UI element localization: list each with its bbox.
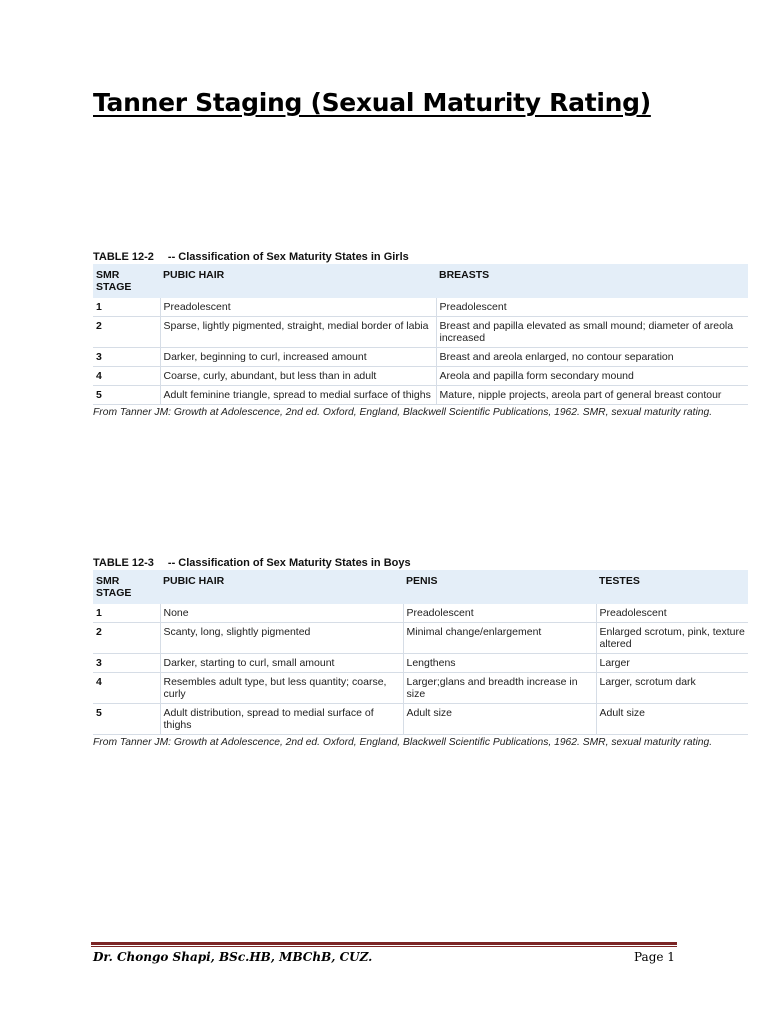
page-title: Tanner Staging (Sexual Maturity Rating) bbox=[93, 88, 651, 117]
source-citation: From Tanner JM: Growth at Adolescence, 2nd ed. Oxford, England, Blackwell Scientific Publications, 1962. SMR, sexual maturity rating. bbox=[93, 737, 713, 748]
penis-cell: Adult size bbox=[403, 704, 596, 735]
table-row bbox=[93, 367, 748, 386]
penis-cell: Lengthens bbox=[403, 654, 596, 673]
stage-cell: 3 bbox=[93, 348, 160, 367]
footer-divider-thin bbox=[91, 946, 677, 947]
pubic-hair-cell: Resembles adult type, but less quantity; coarse, curly bbox=[160, 673, 403, 704]
stage-cell: 2 bbox=[93, 317, 160, 348]
stage-cell: 5 bbox=[93, 704, 160, 735]
stage-cell: 1 bbox=[93, 298, 160, 317]
table-row bbox=[93, 298, 748, 317]
table-row bbox=[93, 673, 748, 704]
table-caption bbox=[93, 250, 748, 264]
testes-cell: Enlarged scrotum, pink, texture altered bbox=[596, 623, 748, 654]
breasts-cell: Mature, nipple projects, areola part of general breast contour bbox=[436, 386, 748, 405]
column-header-pubic-hair: PUBIC HAIR bbox=[160, 570, 403, 604]
table-row bbox=[93, 654, 748, 673]
table-label: TABLE 12-2 bbox=[93, 251, 154, 263]
table-row bbox=[93, 348, 748, 367]
stage-cell: 5 bbox=[93, 386, 160, 405]
column-header-penis: PENIS bbox=[403, 570, 596, 604]
table-label: TABLE 12-3 bbox=[93, 557, 154, 569]
testes-cell: Larger, scrotum dark bbox=[596, 673, 748, 704]
pubic-hair-cell: Coarse, curly, abundant, but less than in adult bbox=[160, 367, 436, 386]
pubic-hair-cell: Scanty, long, slightly pigmented bbox=[160, 623, 403, 654]
table-row bbox=[93, 317, 748, 348]
table-caption-text: -- Classification of Sex Maturity States in Boys bbox=[167, 557, 411, 569]
pubic-hair-cell: None bbox=[160, 604, 403, 623]
pubic-hair-cell: Adult feminine triangle, spread to medial surface of thighs bbox=[160, 386, 436, 405]
breasts-cell: Breast and papilla elevated as small mound; diameter of areola increased bbox=[436, 317, 748, 348]
penis-cell: Larger;glans and breadth increase in size bbox=[403, 673, 596, 704]
column-header-smr-stage: SMR STAGE bbox=[93, 570, 160, 604]
table-row bbox=[93, 604, 748, 623]
column-header-breasts: BREASTS bbox=[436, 264, 748, 298]
page-number: Page 1 bbox=[634, 950, 675, 964]
column-header-smr-stage: SMR STAGE bbox=[93, 264, 160, 298]
table-header-row bbox=[93, 264, 748, 298]
boys-table-block bbox=[93, 556, 748, 749]
penis-cell: Minimal change/enlargement bbox=[403, 623, 596, 654]
footer-divider bbox=[91, 942, 677, 945]
testes-cell: Larger bbox=[596, 654, 748, 673]
footer-author: Dr. Chongo Shapi, BSc.HB, MBChB, CUZ. bbox=[93, 950, 373, 964]
girls-sex-maturity-table bbox=[93, 264, 748, 405]
pubic-hair-cell: Preadolescent bbox=[160, 298, 436, 317]
column-header-testes: TESTES bbox=[596, 570, 748, 604]
breasts-cell: Preadolescent bbox=[436, 298, 748, 317]
penis-cell: Preadolescent bbox=[403, 604, 596, 623]
testes-cell: Adult size bbox=[596, 704, 748, 735]
column-header-pubic-hair: PUBIC HAIR bbox=[160, 264, 436, 298]
pubic-hair-cell: Darker, beginning to curl, increased amount bbox=[160, 348, 436, 367]
stage-cell: 4 bbox=[93, 367, 160, 386]
stage-cell: 4 bbox=[93, 673, 160, 704]
pubic-hair-cell: Sparse, lightly pigmented, straight, medial border of labia bbox=[160, 317, 436, 348]
breasts-cell: Areola and papilla form secondary mound bbox=[436, 367, 748, 386]
pubic-hair-cell: Adult distribution, spread to medial surface of thighs bbox=[160, 704, 403, 735]
table-row bbox=[93, 386, 748, 405]
table-row bbox=[93, 704, 748, 735]
table-row bbox=[93, 623, 748, 654]
pubic-hair-cell: Darker, starting to curl, small amount bbox=[160, 654, 403, 673]
stage-cell: 1 bbox=[93, 604, 160, 623]
boys-sex-maturity-table bbox=[93, 570, 748, 735]
stage-cell: 3 bbox=[93, 654, 160, 673]
source-citation: From Tanner JM: Growth at Adolescence, 2nd ed. Oxford, England, Blackwell Scientific Publications, 1962. SMR, sexual maturity rating. bbox=[93, 407, 713, 418]
breasts-cell: Breast and areola enlarged, no contour separation bbox=[436, 348, 748, 367]
table-caption-text: -- Classification of Sex Maturity States in Girls bbox=[167, 251, 409, 263]
table-header-row bbox=[93, 570, 748, 604]
testes-cell: Preadolescent bbox=[596, 604, 748, 623]
table-caption bbox=[93, 556, 748, 570]
girls-table-block bbox=[93, 250, 748, 419]
stage-cell: 2 bbox=[93, 623, 160, 654]
